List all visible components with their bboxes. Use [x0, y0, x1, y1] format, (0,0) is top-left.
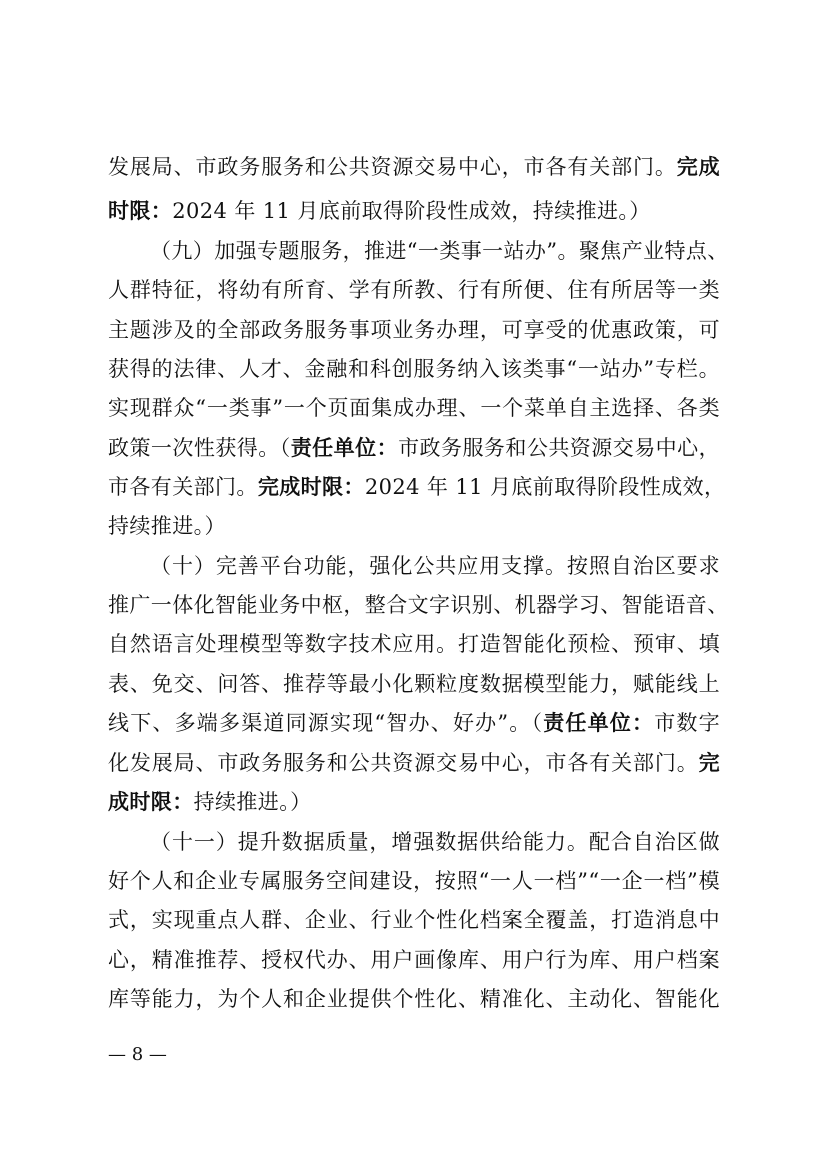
line-4-text: 人群特征，将幼有所育、学有所教、行有所便、住有所居等一类 — [108, 278, 720, 302]
line-7-text: 实现群众“一类事”一个页面集成办理、一个菜单自主选择、各类 — [108, 396, 720, 420]
line-1-label-completion: 完成 — [676, 154, 720, 179]
line-13-text: 自然语言处理模型等数字技术应用。打造智能化预检、预审、填 — [108, 632, 720, 656]
paragraph-10-heading-line — [150, 544, 720, 588]
line-15-label-responsible: 责任单位： — [543, 710, 655, 735]
line-12-text: 推广一体化智能业务中枢，整合文字识别、机器学习、智能语音、 — [108, 593, 729, 617]
line-21-text: 心，精准推荐、授权代办、用户画像库、用户行为库、用户档案 — [108, 948, 720, 972]
paragraph-9-heading-line — [150, 229, 729, 273]
line-6-text: 获得的法律、人才、金融和科创服务纳入该类事“一站办”专栏。 — [108, 357, 720, 381]
line-15-text-b: 市数字 — [654, 711, 721, 735]
line-10-text: 持续推进。） — [108, 514, 226, 538]
line-16-label-completion: 完 — [698, 750, 720, 775]
line-2-text: 2024 年 11 月底前取得阶段性成效，持续推进。） — [172, 199, 651, 223]
line-20-text: 式，实现重点人群、企业、行业个性化档案全覆盖，打造消息中 — [108, 908, 720, 932]
line-8-text-a: 政策一次性获得。（ — [108, 436, 291, 460]
text-line-19 — [108, 859, 720, 903]
text-line-4 — [108, 268, 720, 312]
line-11-text: （十）完善平台功能，强化公共应用支撑。按照自治区要求 — [150, 554, 720, 578]
line-19-text: 好个人和企业专属服务空间建设，按照“一人一档”“一企一档”模 — [108, 869, 720, 893]
text-line-2 — [108, 189, 720, 233]
line-17-label-deadline: 成时限： — [108, 789, 194, 814]
text-line-20 — [108, 898, 720, 942]
text-line-21 — [108, 938, 720, 982]
text-line-1 — [108, 145, 720, 189]
text-line-14 — [108, 662, 720, 706]
text-line-22 — [108, 977, 720, 1021]
text-line-8 — [108, 426, 720, 470]
line-9-text-a: 市各有关部门。 — [108, 475, 258, 499]
text-line-9 — [108, 465, 726, 509]
line-2-label-deadline: 时限： — [108, 198, 173, 223]
line-8-text-b: 市政务服务和公共资源交易中心， — [398, 436, 721, 460]
line-9-label-deadline: 完成时限： — [257, 474, 365, 499]
text-line-16 — [108, 741, 720, 785]
text-line-5 — [108, 308, 720, 352]
line-5-text: 主题涉及的全部政务服务事项业务办理，可享受的优惠政策，可 — [108, 318, 720, 342]
text-line-15 — [108, 701, 720, 745]
line-3-text: （九）加强专题服务，推进“一类事一站办”。聚焦产业特点、 — [150, 239, 729, 263]
line-15-text-a: 线下、多端多渠道同源实现“智办、好办”。（ — [108, 711, 544, 735]
line-18-text: （十一）提升数据质量，增强数据供给能力。配合自治区做 — [150, 830, 720, 854]
text-line-12 — [108, 583, 729, 627]
paragraph-11-heading-line — [150, 820, 720, 864]
line-17-text: 持续推进。） — [193, 790, 312, 814]
line-14-text: 表、免交、问答、推荐等最小化颗粒度数据模型能力，赋能线上 — [108, 672, 720, 696]
line-1-text: 发展局、市政务服务和公共资源交易中心，市各有关部门。 — [108, 155, 677, 179]
text-line-13 — [108, 622, 720, 666]
page-number: — 8 — — [108, 1044, 167, 1065]
line-22-text: 库等能力，为个人和企业提供个性化、精准化、主动化、智能化 — [108, 987, 720, 1011]
line-8-label-responsible: 责任单位： — [290, 435, 399, 460]
line-9-text-b: 2024 年 11 月底前取得阶段性成效， — [364, 475, 726, 499]
text-line-7 — [108, 386, 720, 430]
text-line-6 — [108, 347, 720, 391]
text-line-17 — [108, 780, 720, 824]
line-16-text: 化发展局、市政务服务和公共资源交易中心，市各有关部门。 — [108, 751, 699, 775]
text-line-10 — [108, 504, 720, 548]
